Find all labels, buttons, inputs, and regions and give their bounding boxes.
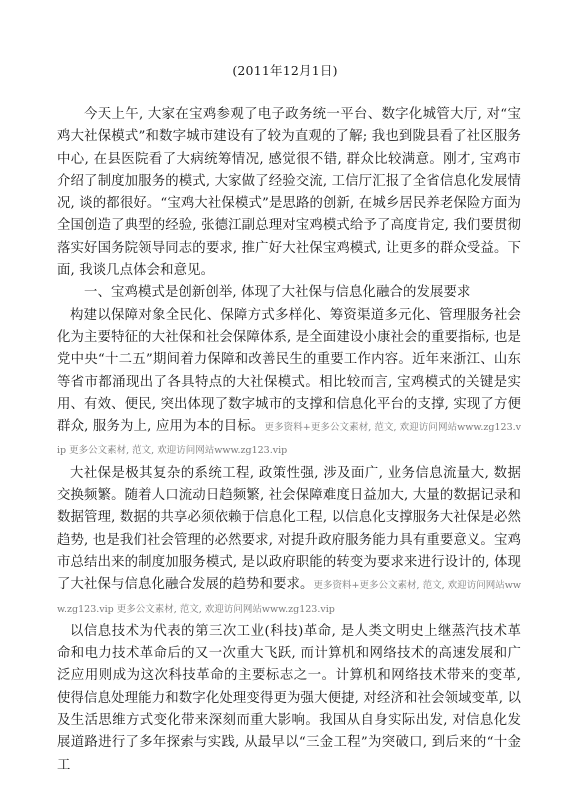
intro-paragraph-text: 今天上午, 大家在宝鸡参观了电子政务统一平台、数字化城管大厅, 对“宝鸡大社保模式”和数字城市建设有了较为直观的了解; 我也到陇县看了社区服务中心, 在县医院看了大病统筹情况, 感觉很不错, 群众比较满意。刚才, 宝鸡市介绍了制度加服务的模式, 大家做了经验交流, 工信厅汇报了全省信息化发展情况, 谈的都很好。“宝鸡大社保模式”是思路的创新, 在城乡居民养老保险方面为全国创造了典型的经验, 张德江副总理对宝鸡模式给予了高度肯定, 我们要贯彻落实好国务院领导同志的要求, 推广好大社保宝鸡模式, 让更多的群众受益。下面, 我谈几点体会和意见。 [57, 107, 521, 279]
paragraph-social-security-text: 构建以保障对象全民化、保障方式多样化、筹资渠道多元化、管理服务社会化为主要特征的大社保和社会保障体系, 是全面建设小康社会的重要指标, 也是党中央“十二五”期间着力保障和改善民生的重要工作内容。近年来浙江、山东等省市都涌现出了各具特点的大社保模式。相比较而言, 宝鸡模式的关键是实用、有效、便民, 突出体现了数字城市的支撑和信息化平台的支撑, 实现了方便群众, 服务为上, 应用为本的目标。 [57, 307, 521, 435]
paragraph-system-engineering-text: 大社保是极其复杂的系统工程, 政策性强, 涉及面广, 业务信息流量大, 数据交换频繁。随着人口流动日趋频繁, 社会保障难度日益加大, 大量的数据记录和数据管理, 数据的共享必须依赖于信息化工程, 以信息化支撑服务大社保是必然趋势, 也是我们社会管理的必然要求, 对提升政府服务能力具有重要意义。宝鸡市总结出来的制度加服务模式, 是以政府职能的转变为要求来进行设计的, 体现了大社保与信息化融合发展的趋势和要求。 [57, 465, 521, 593]
document-date: (2011年12月1日) [232, 63, 338, 78]
paragraph-system-engineering [57, 463, 521, 621]
watermark-text: 更多资料+更多公文素材, 范文, 欢迎访问网站www.zg123.vip 更多公文素材, 范文, 欢迎访问网站www.zg123.vip [57, 580, 521, 615]
intro-paragraph [57, 104, 521, 282]
section-heading-1-text: 一、宝鸡模式是创新创举, 体现了大社保与信息化融合的发展要求 [84, 285, 471, 301]
paragraph-information-technology-text: 以信息技术为代表的第三次工业(科技)革命, 是人类文明史上继蒸汽技术革命和电力技术革命后的又一次重大飞跃, 而计算机和网络技术的高速发展和广泛应用则成为这次科技革命的主要标志之一。计算机和网络技术带来的变革, 使得信息处理能力和数字化处理变得更为强大便捷, 对经济和社会领域变革, 以及生活思维方式变化带来深刻而重大影响。我国从自身实际出发, 对信息化发展道路进行了多年探索与实践, 从最早以“三金工程”为突破口, 到后来的“十金工 [57, 623, 521, 773]
section-heading-1 [57, 282, 521, 304]
document-body [57, 104, 521, 777]
paragraph-information-technology [57, 621, 521, 777]
paragraph-social-security [57, 305, 521, 463]
watermark-text: 更多资料+更多公文素材, 范文, 欢迎访问网站www.zg123.vip 更多公文素材, 范文, 欢迎访问网站www.zg123.vip [57, 422, 522, 457]
